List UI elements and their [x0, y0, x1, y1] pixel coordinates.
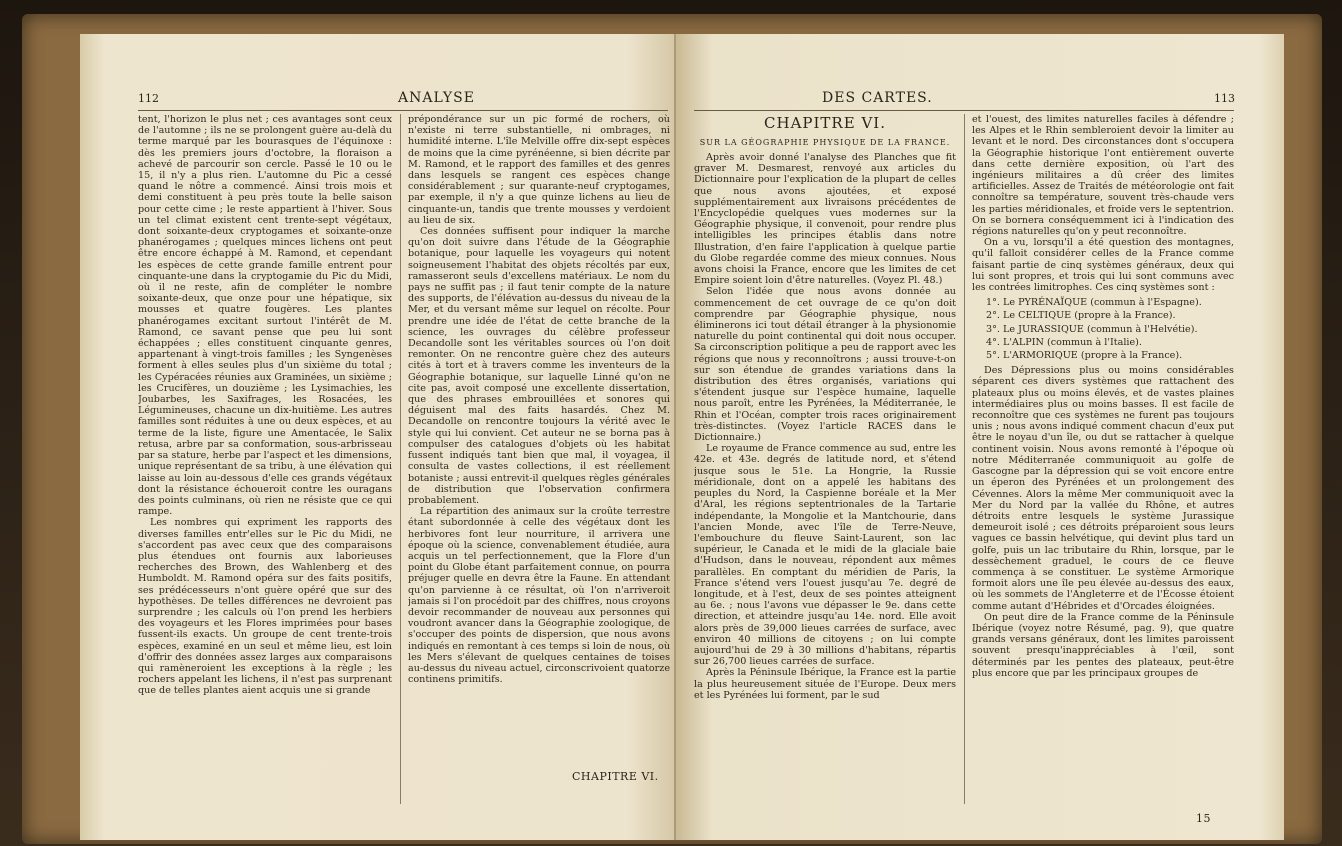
- right-page-number: 113: [1214, 92, 1235, 105]
- paragraph: On peut dire de la France comme de la Péninsule Ibérique (voyez notre Résumé, pag. 9), que quatre grands versans généraux, dont les limites paroissent souvent presqu'inappréciables à l'œil, sont déterminés par les pentes des plateaux, peut-être plus encore que par les principaux groupes de: [972, 611, 1234, 679]
- right-running-head: DES CARTES.: [822, 90, 933, 106]
- list-item: 5°. L'ARMORIQUE (propre à la France).: [986, 350, 1183, 362]
- list-item: 2°. Le CELTIQUE (propre à la France).: [986, 310, 1176, 322]
- list-item: 3°. Le JURASSIQUE (commun à l'Helvétie).: [986, 323, 1198, 335]
- left-header-rule: [138, 110, 668, 111]
- left-column-1: [138, 114, 392, 804]
- left-page: [80, 34, 688, 840]
- paragraph: Après la Péninsule Ibérique, la France est la partie la plus heureusement située de l'Europe. Deux mers et les Pyrénées lui forment, par le sud: [694, 667, 956, 701]
- column-divider: [400, 114, 401, 804]
- open-book: [22, 14, 1322, 844]
- paragraph: Des Dépressions plus ou moins considérables séparent ces divers systèmes que rattachent des plateaux plus ou moins élevés, et de vastes plaines intermédiaires plus ou moins basses. Il est facile de reconnoître que ces systèmes ne furent pas toujours unis ; nous avons indiqué comment chacun d'eux put être le noyau d'un île, ou dut se rattacher à quelque continent voisin. Nous avons remonté à l'époque où notre Méditerranée communiquoit au golfe de Gascogne par la dépression qui se voit encore entre un éperon des Pyrénées et un prolongement des Cévennes. Alors la même Mer communiquoit avec la Mer du Nord par la vallée du Rhône, et autres détroits entre lesquels le système Jurassique demeuroit isolé ; ces détroits préparoient sous leurs vagues ce bassin helvétique, qui devint plus tard un golfe, puis un lac tributaire du Rhin, lorsque, par le dessèchement graduel, le cours de ce fleuve commença à se constituer. Le système Armorique formoit alors une île peu élevée au-dessus des eaux, où les sommets de l'Angleterre et de l'Écosse étoient comme autant d'Hébrides et d'Orcades éloignées.: [972, 365, 1234, 612]
- catchword: CHAPITRE VI.: [572, 770, 659, 783]
- paragraph: Le royaume de France commence au sud, entre les 42e. et 43e. degrés de latitude nord, et s'étend jusque sous le 51e. La Hongrie, la Russie méridionale, dont on a appelé les habitans des peuples du Nord, la Caspienne boréale et la Mer d'Aral, les régions septentrionales de la Tartarie indépendante, la Mongolie et la Mantchourie, dans l'ancien Monde, avec l'île de Terre-Neuve, l'embouchure du fleuve Saint-Laurent, son lac supérieur, le Canada et le midi de la glaciale baie d'Hudson, dans le nouveau, répondent aux mêmes parallèles. En comptant du méridien de Paris, la France s'étend vers l'ouest jusqu'au 7e. degré de longitude, et à l'est, deux de ses pointes atteignent au 6e. ; nous l'avons vue dépasser le 9e. dans cette direction, et atteindre jusqu'au 14e. nord. Elle avoit alors près de 39,000 lieues carrées de surface, avec environ 40 millions de citoyens ; on lui compte aujourd'hui de 29 à 30 millions d'habitans, répartis sur 26,700 lieues carrées de surface.: [694, 443, 956, 668]
- list-item: 4°. L'ALPIN (commun à l'Italie).: [986, 336, 1142, 348]
- chapter-title: CHAPITRE VI.: [764, 114, 886, 132]
- paragraph: On a vu, lorsqu'il a été question des montagnes, qu'il falloit considérer celles de la France comme faisant partie de cinq systèmes généraux, deux qui lui sont propres, et trois qui lui sont communs avec les contrées limitrophes. Ces cinq systèmes sont :: [972, 237, 1234, 294]
- column-divider: [964, 114, 965, 804]
- paragraph: Selon l'idée que nous avons donnée au commencement de cet ouvrage de ce qu'on doit comprendre par Géographie physique, nous éliminerons ici tout détail étranger à la physionomie naturelle du point continental qui doit nous occuper. Sa circonscription politique a peu de rapport avec les régions que nous y reconnoîtrons ; aussi trouve-t-on sur son étendue de grandes variations dans la distribution des êtres organisés, variations qui s'étendent jusque sur l'espèce humaine, laquelle nous paroît, entre les Pyrénées, la Méditerranée, le Rhin et l'Océan, compter trois races originairement très-distinctes. (Voyez l'article RACES dans le Dictionnaire.): [694, 286, 956, 444]
- paragraph: tent, l'horizon le plus net ; ces avantages sont ceux de l'automne ; ils ne se prolongent guère au-delà du terme marqué par les bourasques de l'équinoxe : dès les premiers jours d'octobre, la floraison a achevé de parcourir son cercle. Passé le 10 ou le 15, il n'y a plus rien. L'automne du Pic a cessé quand le nôtre a commencé. Ainsi trois mois et demi constituent à peu près toute la belle saison pour cette cime ; le reste appartient à l'hiver. Sous un tel climat existent cent trente-sept végétaux, dont soixante-deux cryptogames et soixante-onze phanérogames ; quelques minces lichens ont peut être encore échappé à M. Ramond, et cependant les espèces de cette grande famille entrent pour cinquante-une dans la cryptogamie du Pic du Midi, où il ne reste, afin de compléter le nombre soixante-deux, que onze pour une hépatique, six mousses et quatre fougères. Les plantes phanérogames excitant surtout l'intérêt de M. Ramond, ce savant pense que peu lui sont échappées ; elles constituent cinquante genres, appartenant à vingt-trois familles ; les Syngenèses forment à elles seules plus d'un sixième du total ; les Cypéracées réunies aux Graminées, un sixième ; les Crucifères, un douzième ; les Lysimachies, les Joubarbes, les Saxifrages, les Rosacées, les Légumineuses, chacune un dix-huitième. Les autres familles sont réduites à une ou deux espèces, et au terme de la liste, figure une Amentacée, le Salix retusa, arbre par sa conformation, sous-arbrisseau par sa stature, herbe par l'aspect et les dimensions, unique représentant de sa tribu, à une élévation qui laisse au loin au-dessous d'elle ces grands végétaux dont la résistance échoueroit contre les ouragans des points culminans, où rien ne résiste que ce qui rampe.: [138, 114, 392, 518]
- chapter-subtitle: SUR LA GÉOGRAPHIE PHYSIQUE DE LA FRANCE.: [699, 138, 951, 147]
- right-header-rule: [694, 110, 1234, 111]
- systems-list: [986, 297, 1234, 361]
- right-column-2: [972, 114, 1234, 808]
- paragraph: Les nombres qui expriment les rapports des diverses familles entr'elles sur le Pic du Midi, ne s'accordent pas avec ceux que des comparaisons plus étendues ont fournis aux laborieuses recherches des Brown, des Wahlenberg et des Humboldt. M. Ramond opéra sur des faits positifs, ses prédécesseurs n'ont guère opéré que sur des hypothèses. De telles différences ne devroient pas surprendre ; les calculs où l'on prend les herbiers des voyageurs et les Flores imprimées pour bases fussent-ils exacts. Un groupe de cent trente-trois espèces, examiné en un seul et même lieu, est loin d'offrir des données assez larges aux comparaisons qui ramèneroient les exceptions à la règle ; les rochers appelant les lichens, il n'est pas surprenant que de telles plantes aient acquis une si grande: [138, 517, 392, 697]
- paragraph: Après avoir donné l'analyse des Planches que fit graver M. Desmarest, renvoyé aux articles du Dictionnaire pour l'explication de la plupart de celles que nous avons ajoutées, et exposé supplémentairement aux livraisons précédentes de l'Encyclopédie quelques vues modernes sur la Géographie physique, il convenoit, pour rendre plus intelligibles les principes établis dans notre Illustration, d'en faire l'application à quelque partie du Globe regardée comme des mieux connues. Nous avons choisi la France, encore que les limites de cet Empire soient loin d'être naturelles. (Voyez Pl. 48.): [694, 152, 956, 287]
- left-column-2: [408, 114, 670, 764]
- paragraph: et l'ouest, des limites naturelles faciles à défendre ; les Alpes et le Rhin sembleroient devoir la limiter au levant et le nord. Des circonstances dont s'occupera la Géographie historique l'ont entièrement ouverte dans cette dernière exposition, où l'art des ingénieurs militaires a dû créer des limites artificielles. Assez de Traités de météorologie ont fait connoître sa température, souvent très-chaude vers les parties méridionales, et froide vers le septentrion. On se bornera conséquemment ici à l'indication des régions naturelles qu'on y peut reconnoître.: [972, 114, 1234, 238]
- left-page-number: 112: [138, 92, 159, 105]
- paragraph: La répartition des animaux sur la croûte terrestre étant subordonnée à celle des végétaux dont les herbivores font leur nourriture, il arrivera une époque où la science, convenablement étudiée, aura acquis un tel perfectionnement, que la Flore d'un point du Globe étant parfaitement connue, on pourra préjuger quelle en devra être la Faune. En attendant qu'on parvienne à ce résultat, où l'on n'arriveroit jamais si l'on procédoit par des chiffres, nous croyons devoir recommander de nouveau aux personnes qui voudront avancer dans la Géographie zoologique, de s'occuper des points de dispersion, que nous avons indiqués en remontant à ces temps si loin de nous, où les Mers s'élevant de quelques centaines de toises au-dessus du niveau actuel, circonscrivoient quatorze continens primitifs.: [408, 506, 670, 686]
- right-column-1: [694, 152, 956, 804]
- paragraph: prépondérance sur un pic formé de rochers, où n'existe ni terre substantielle, ni ombrages, ni humidité interne. L'île Melville offre dix-sept espèces de moins que la cime pyrénéenne, si bien décrite par M. Ramond, et le rapport des familles et des genres dans lesquels se rangent ces espèces change considérablement ; sur quarante-neuf cryptogames, par exemple, il n'y a que quinze lichens au lieu de cinquante-un, tandis que trente mousses y verdoient au lieu de six.: [408, 114, 670, 226]
- right-page: [676, 34, 1284, 840]
- signature-mark: 15: [1196, 812, 1211, 825]
- list-item: 1°. Le PYRÉNAÏQUE (commun à l'Espagne).: [986, 297, 1202, 309]
- paragraph: Ces données suffisent pour indiquer la marche qu'on doit suivre dans l'étude de la Géographie botanique, pour laquelle les voyageurs qui notent soigneusement l'habitat des objets récoltés par eux, ramasseront seuls d'excellens matériaux. Le nom du pays ne suffit pas ; il faut tenir compte de la nature des supports, de l'élévation au-dessus du niveau de la Mer, et du versant même sur lequel on récolte. Pour prendre une idée de l'état de cette branche de la science, les ouvrages du célèbre professeur Decandolle sont les véritables sources où l'on doit remonter. On ne rencontre guère chez des auteurs cités à tort et à travers comme les inventeurs de la Géographie botanique, sur laquelle Linné qu'on ne cite pas, avoit composé une excellente dissertation, que des phrases embrouillées et sonores qui déguisent mal des faits hasardés. Chez M. Decandolle on rencontre toujours la vérité avec le style qui lui convient. Cet auteur ne se borna pas à compulser des catalogues d'objets où les habitat fussent indiqués tant bien que mal, il voyagea, il consulta de vastes collections, il est réellement botaniste ; aussi entrevit-il quelques règles générales de distribution que l'observation confirmera probablement.: [408, 226, 670, 506]
- left-running-head: ANALYSE: [398, 90, 475, 106]
